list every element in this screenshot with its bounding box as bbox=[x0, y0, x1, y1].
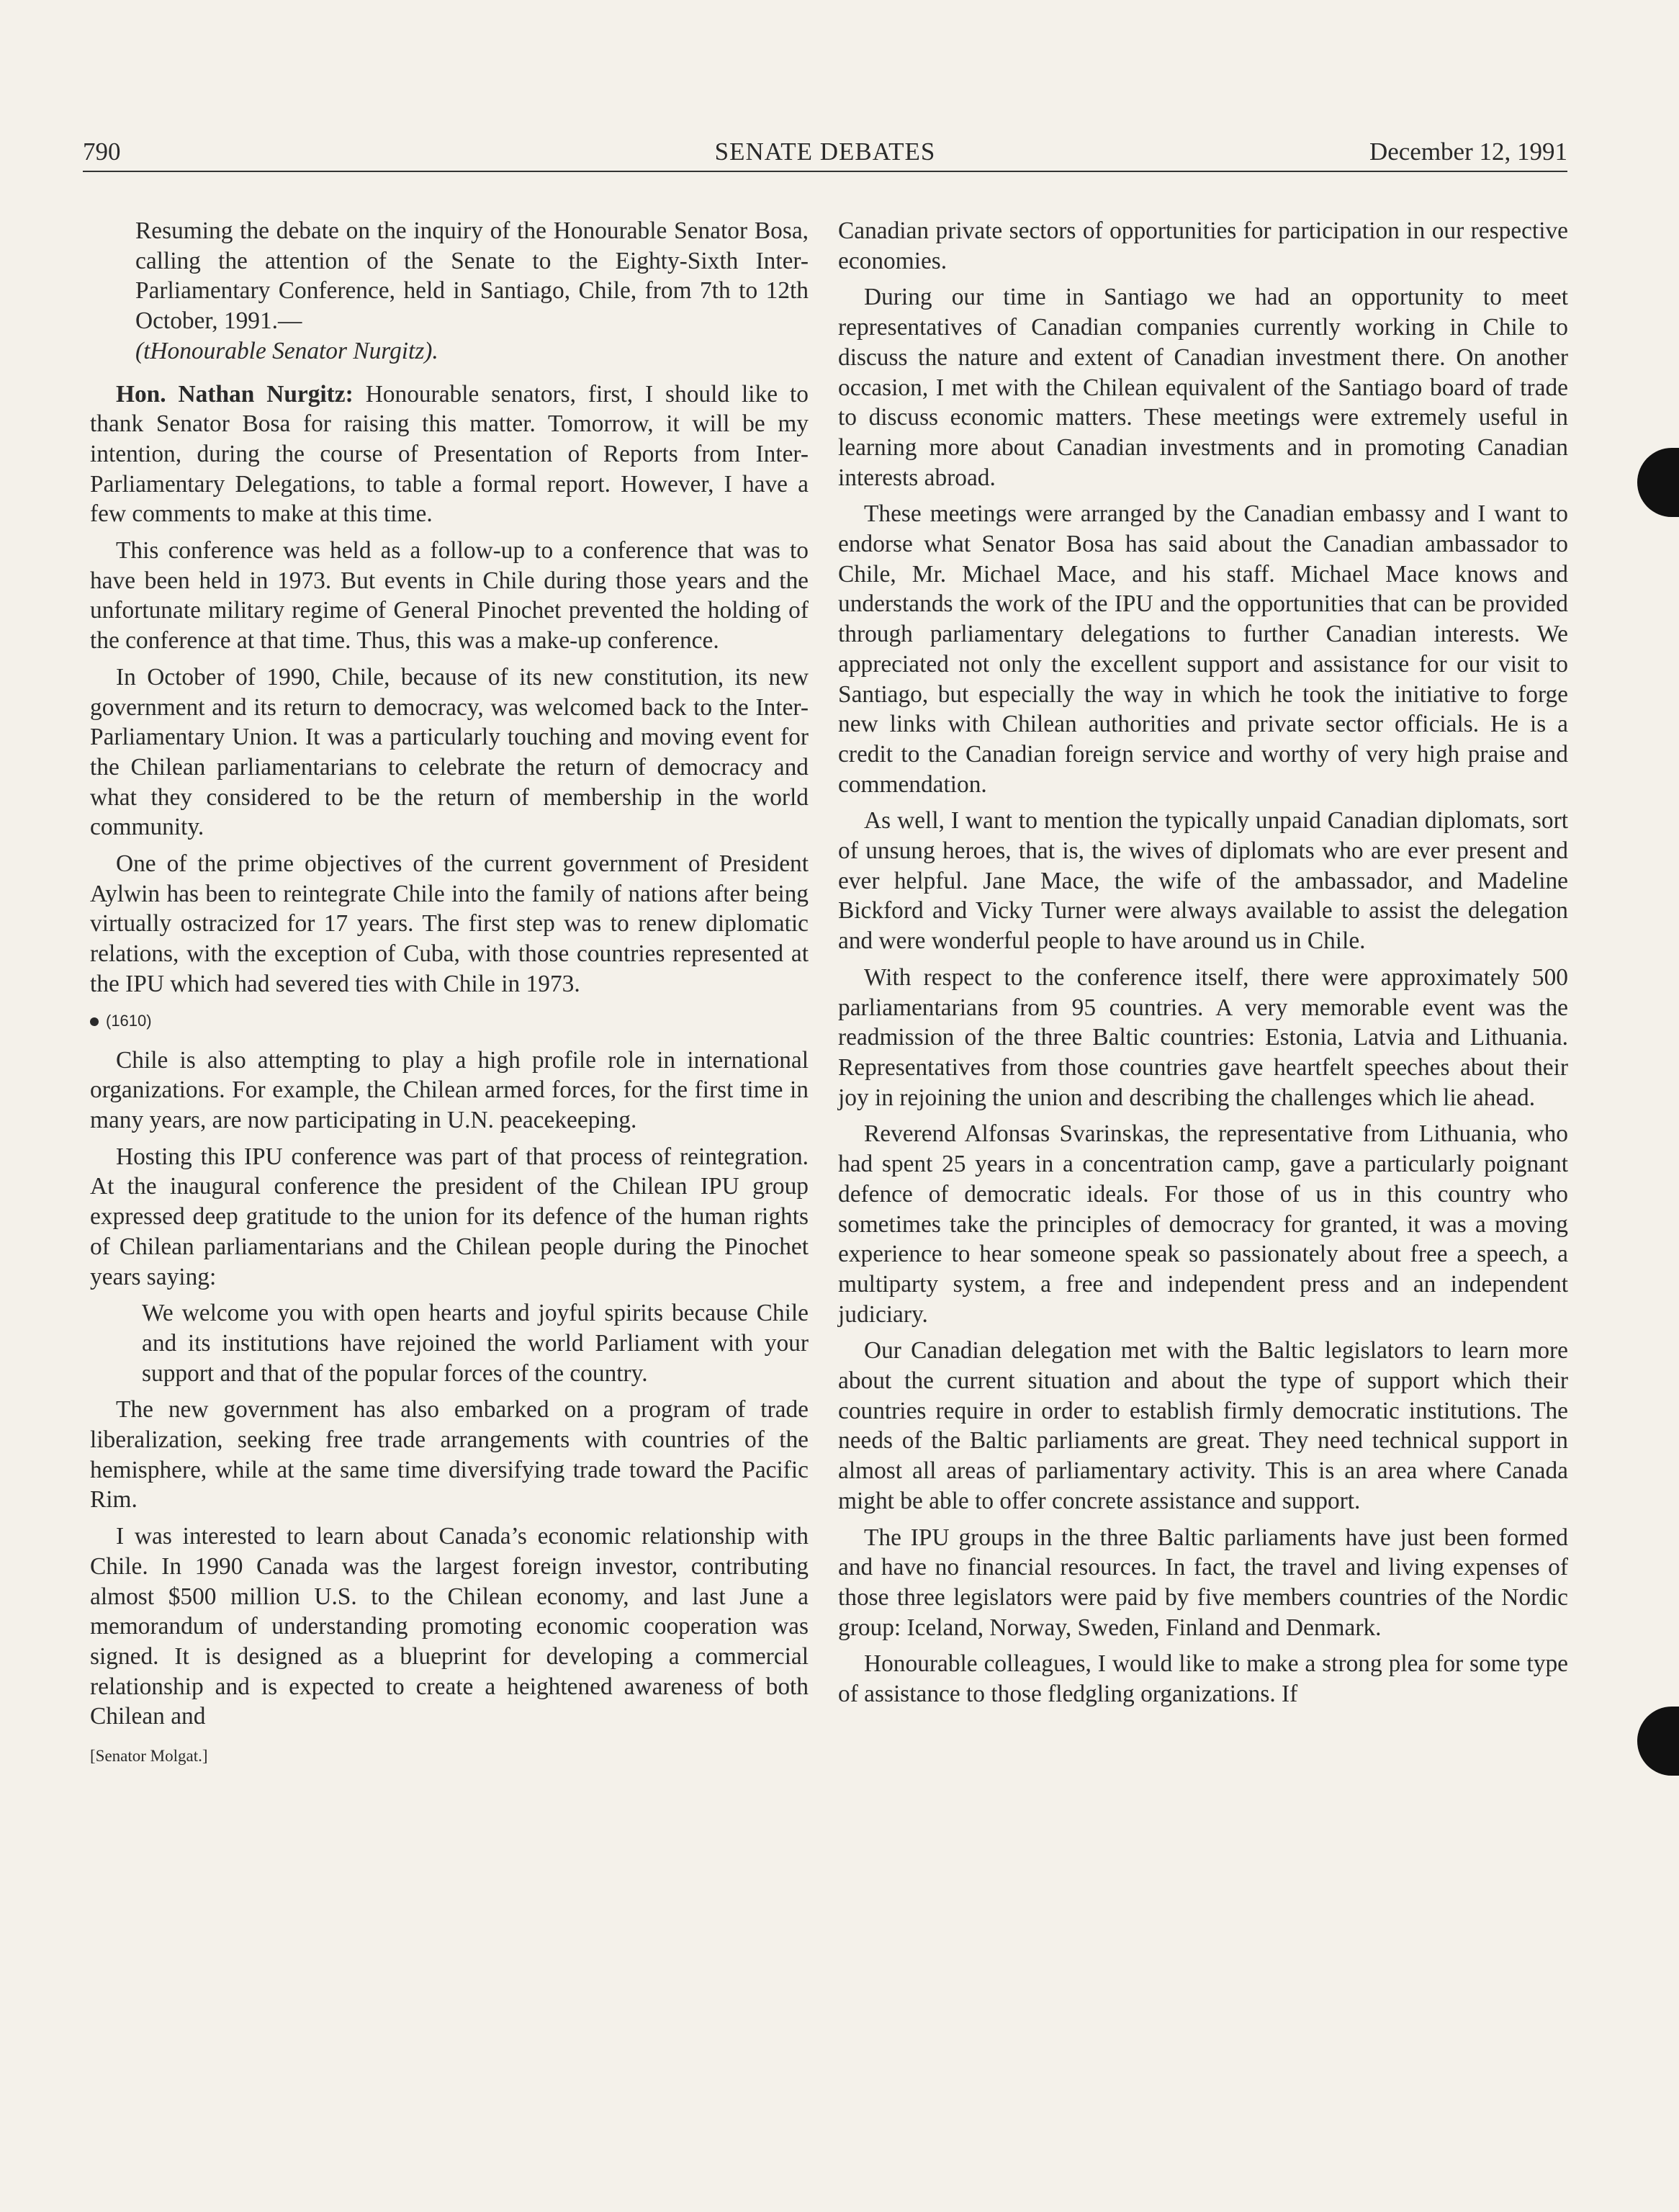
binder-hole-icon bbox=[1637, 1707, 1679, 1776]
speech-paragraph: I was interested to learn about Canada’s economic relationship with Chile. In 1990 Canada was the largest foreign investor, contributing almost $500 million U.S. to the Chilean economy, and last June a memorandum of understanding promoting economic cooperation was signed. It is designed as a blueprint for developing a commercial relationship and is expected to create a heightened awareness of both Chilean and bbox=[90, 1523, 809, 1730]
speech-paragraph: Hosting this IPU conference was part of that process of reintegration. At the inaugural conference the president of the Chilean IPU group expressed deep gratitude to the union for its defence of the human rights of Chilean parliamentarians and the Chilean people during the Pinochet years saying: bbox=[90, 1143, 809, 1290]
footer-note: [Senator Molgat.] bbox=[90, 1747, 208, 1766]
header-rule bbox=[83, 171, 1567, 172]
speech-paragraph: Canadian private sectors of opportunities for participation in our respective economies. bbox=[838, 217, 1568, 274]
time-mark-text: (1610) bbox=[106, 1011, 152, 1030]
left-column bbox=[90, 216, 809, 1768]
issue-date: December 12, 1991 bbox=[1369, 138, 1567, 166]
speech-paragraph: During our time in Santiago we had an opportunity to meet representatives of Canadian companies currently working in Chile to discuss the nature and extent of Canadian investment there. On another occasion, I met with the Chilean equivalent of the Santiago board of trade to discuss economic matters. These meetings were extremely useful in learning more about Canadian investments and in promoting Canadian interests abroad. bbox=[838, 284, 1568, 491]
speech-paragraph: With respect to the conference itself, there were approximately 500 parliamentarians from 95 countries. A very memorable event was the readmission of the three Baltic countries: Estonia, Latvia and Lithuania. Representatives from those countries gave heartfelt speeches about their joy in rejoining the union and describing the challenges which lie ahead. bbox=[838, 963, 1568, 1111]
resume-paragraph bbox=[135, 216, 809, 367]
resume-attribution: (tHonourable Senator Nurgitz). bbox=[135, 337, 438, 364]
speech-paragraph: Chile is also attempting to play a high profile role in international organizations. For example, the Chilean armed forces, for the first time in many years, are now participating in U.N. peacekeeping. bbox=[90, 1046, 809, 1133]
speech-paragraph: Honourable colleagues, I would like to make a strong plea for some type of assistance to those fledgling organizations. If bbox=[838, 1650, 1568, 1708]
speech-text: Honourable senators, first, I should like to thank Senator Bosa for raising this matter. Tomorrow, it will be my intention, during the course of Presentation of Reports from Inter-Parliamentary Delegations, to table a formal report. However, I have a few comments to make at this time. bbox=[90, 380, 809, 528]
speech-paragraph: These meetings were arranged by the Canadian embassy and I want to endorse what Senator Bosa has said about the Canadian ambassador to Chile, Mr. Michael Mace, and his staff. Michael Mace knows and understands the work of the IPU and the opportunities that can be provided through parliamentary delegations to further Canadian interests. We appreciated not only the excellent support and assistance for our visit to Santiago, but especially the way in which he took the initiative to forge new links with Chilean authorities and private sector officials. He is a credit to the Canadian foreign service and worthy of very high praise and commendation. bbox=[838, 500, 1568, 798]
speech-paragraph: This conference was held as a follow-up to a conference that was to have been held in 1973. But events in Chile during those years and the unfortunate military regime of General Pinochet prevented the holding of the conference at that time. Thus, this was a make-up conference. bbox=[90, 537, 809, 655]
speech-paragraph: As well, I want to mention the typically unpaid Canadian diplomats, sort of unsung heroes, that is, the wives of diplomats who are ever present and ever helpful. Jane Mace, the wife of the ambassador, and Madeline Bickford and Vicky Turner were always available to assist the delegation and were wonderful people to have around us in Chile. bbox=[838, 807, 1568, 955]
resume-text: Resuming the debate on the inquiry of the Honourable Senator Bosa, calling the attention of the Senate to the Eighty-Sixth Inter-Parliamentary Conference, held in Santiago, Chile, from 7th to 12th October, 1991.— bbox=[135, 217, 809, 335]
speech-paragraph: Our Canadian delegation met with the Baltic legislators to learn more about the current situation and about the type of support which their countries require in order to establish firmly democratic institutions. The needs of the Baltic parliaments are great. They need technical support in almost all areas of parliamentary activity. This is an area where Canada might be able to offer concrete assistance and support. bbox=[838, 1337, 1568, 1514]
bullet-icon bbox=[90, 1017, 99, 1026]
speech-paragraph: One of the prime objectives of the current government of President Aylwin has been to reintegrate Chile into the family of nations after being virtually ostracized for 17 years. The first step was to renew diplomatic relations, with the exception of Cuba, with those countries represented at the IPU which had severed ties with Chile in 1973. bbox=[90, 850, 809, 997]
publication-title: SENATE DEBATES bbox=[714, 138, 936, 166]
speech-paragraph bbox=[90, 379, 809, 530]
speech-paragraph: The IPU groups in the three Baltic parliaments have just been formed and have no financial resources. In fact, the travel and living expenses of those three legislators were paid by five members countries of the Nordic group: Iceland, Norway, Sweden, Finland and Denmark. bbox=[838, 1524, 1568, 1641]
binder-hole-icon bbox=[1637, 448, 1679, 517]
speech-paragraph: Reverend Alfonsas Svarinskas, the representative from Lithuania, who had spent 25 years in a concentration camp, gave a particularly poignant defence of democratic ideals. For those of us in this country who sometimes take the principles of democracy for granted, it was a moving experience to hear someone speak so passionately about free a speech, a multiparty system, a free and independent press and an independent judiciary. bbox=[838, 1120, 1568, 1328]
speech-paragraph: The new government has also embarked on a program of trade liberalization, seeking free trade arrangements with countries of the hemisphere, while at the same time diversifying trade toward the Pacific Rim. bbox=[90, 1396, 809, 1514]
speech-paragraph: In October of 1990, Chile, because of its new constitution, its new government and its return to democracy, was welcomed back to the Inter-Parliamentary Union. It was a particularly touching and moving event for the Chilean parliamentarians to celebrate the return of democracy and what they considered to be the return of membership in the world community. bbox=[90, 663, 809, 841]
right-column bbox=[838, 216, 1568, 1716]
time-mark bbox=[90, 1010, 809, 1033]
page-number: 790 bbox=[83, 138, 121, 166]
page-header bbox=[83, 135, 1567, 168]
block-quote: We welcome you with open hearts and joyful spirits because Chile and its institutions have rejoined the world Parliament with your support and that of the popular forces of the country. bbox=[142, 1300, 809, 1387]
speaker-name: Hon. Nathan Nurgitz: bbox=[116, 380, 354, 408]
